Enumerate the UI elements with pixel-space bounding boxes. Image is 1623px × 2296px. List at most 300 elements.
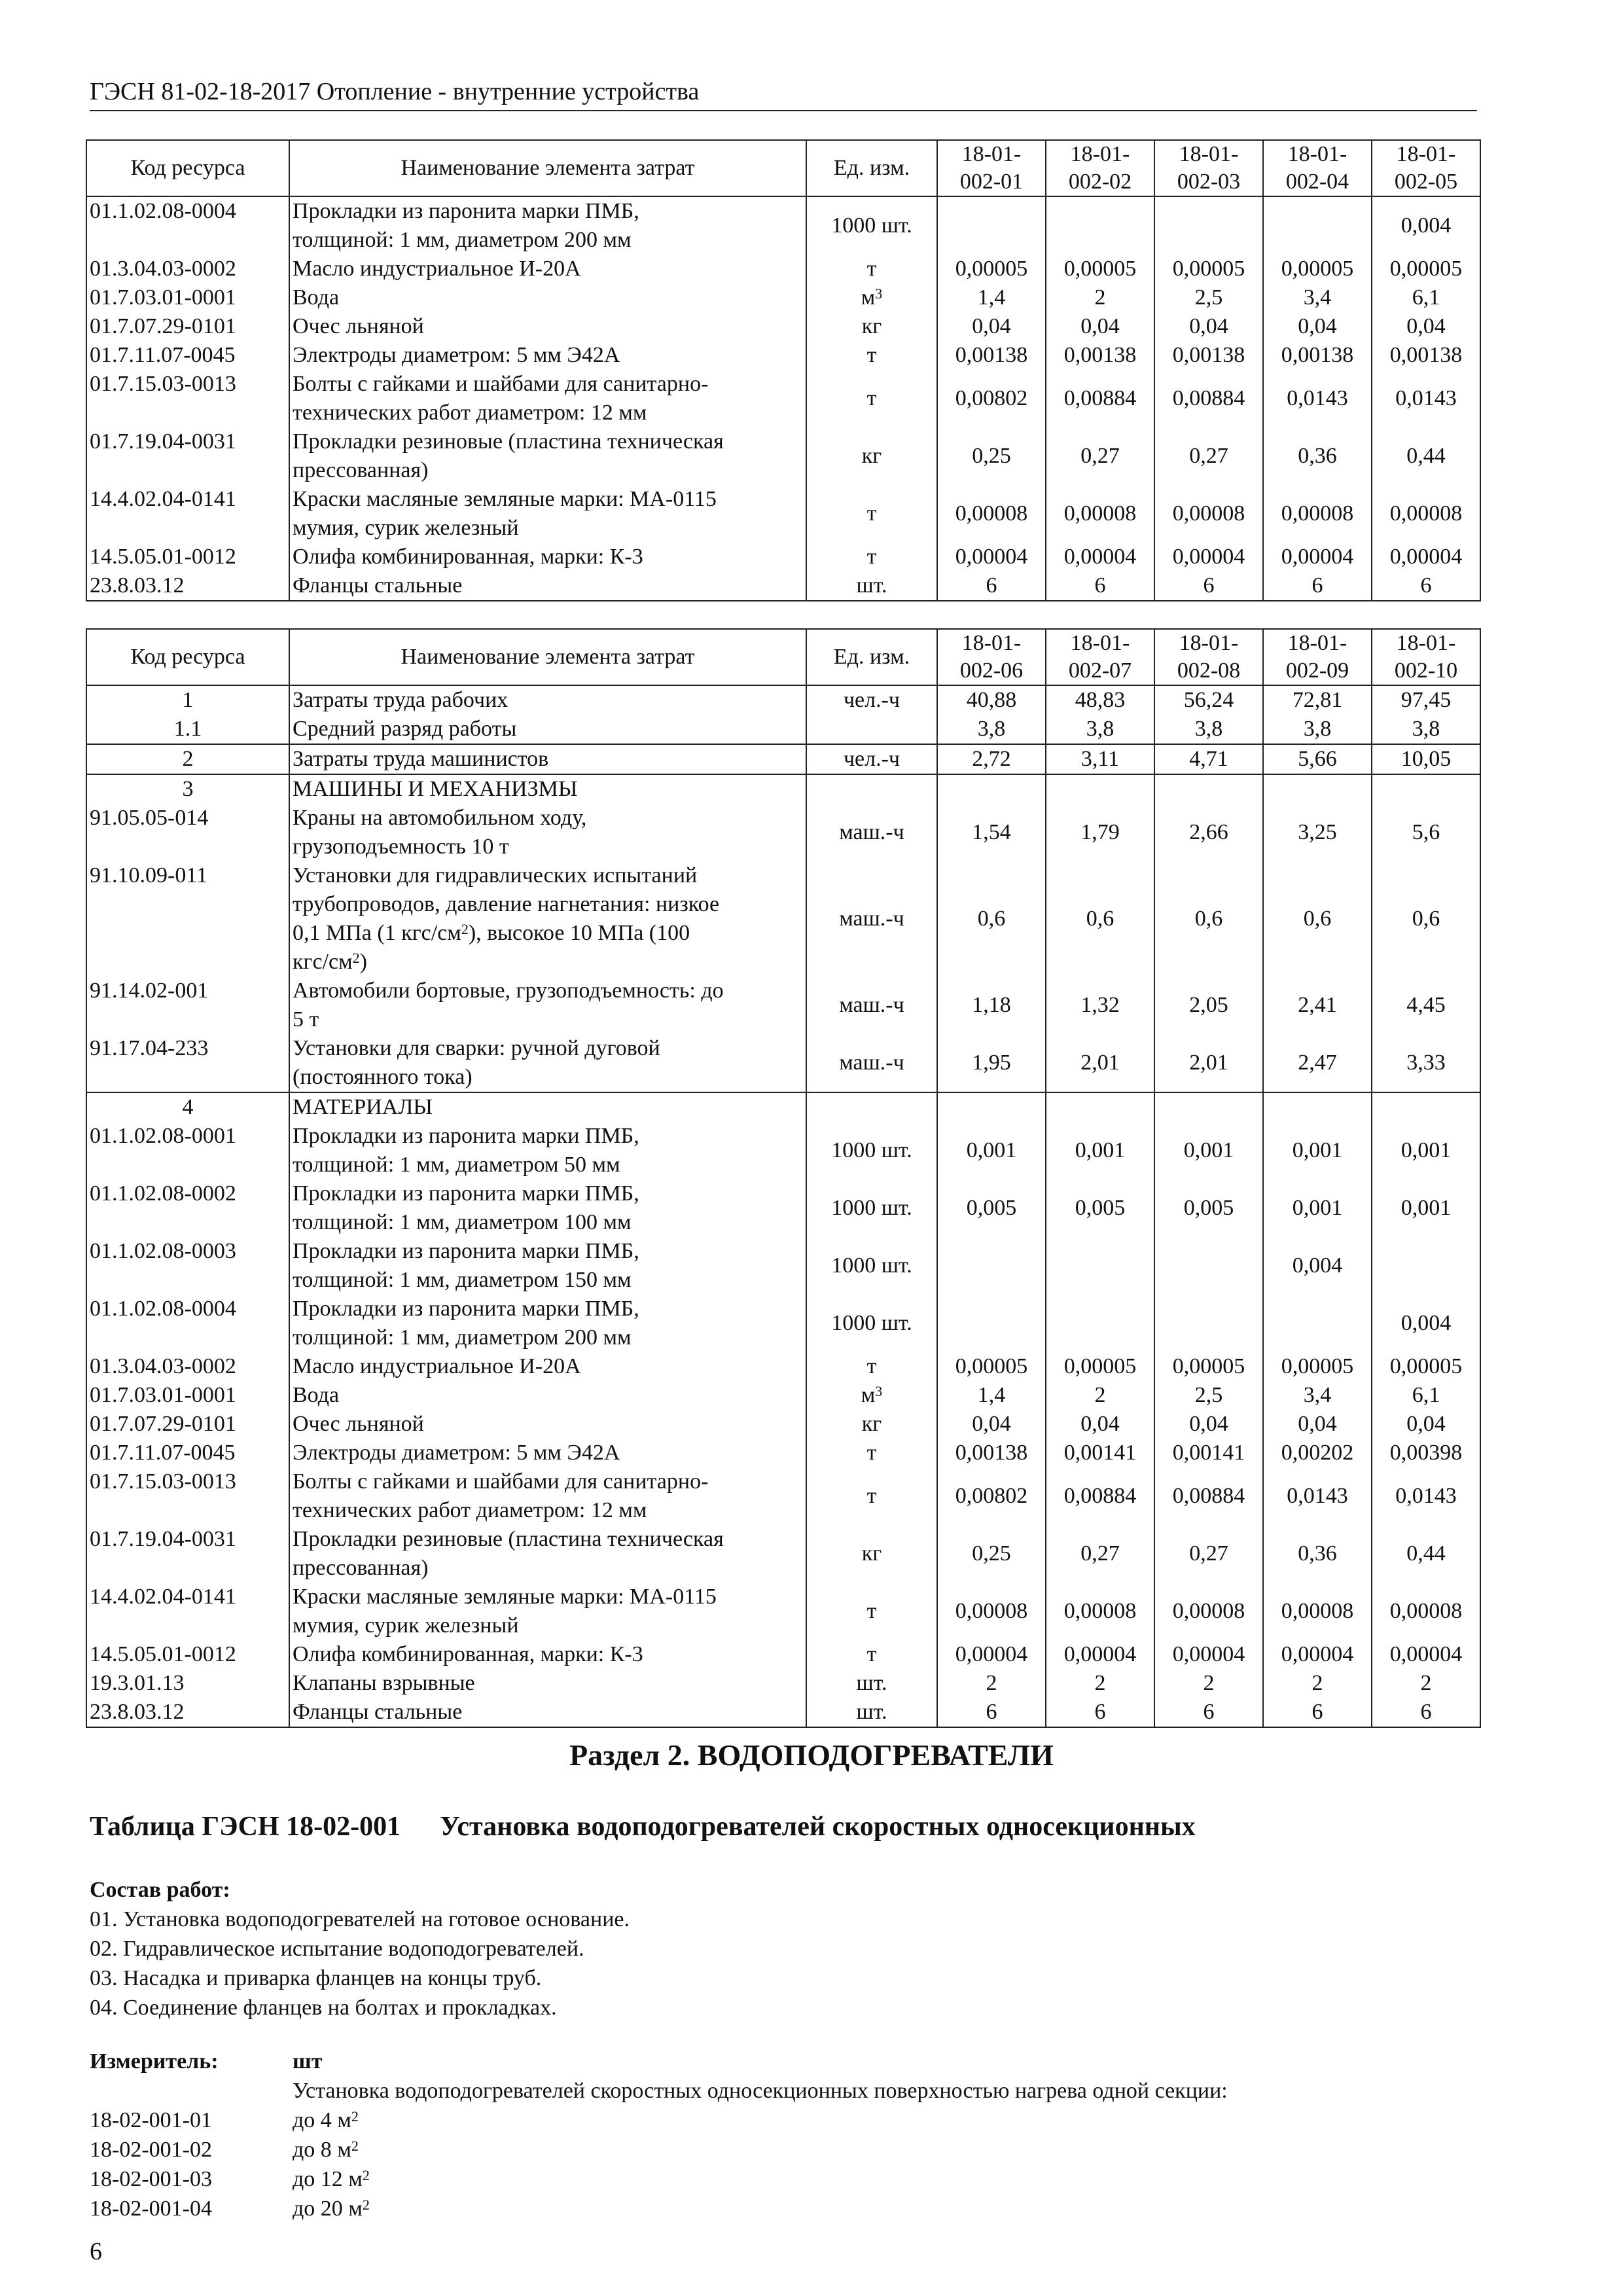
resource-value: [1046, 1295, 1154, 1352]
resource-table-2: [86, 628, 1481, 1728]
resource-value: 2: [1046, 1669, 1154, 1698]
table-row: [86, 1381, 1480, 1410]
resource-name: Прокладки резиновые (пластина техническая прессованная): [289, 1525, 806, 1583]
resource-value: 3,8: [937, 715, 1046, 744]
resource-value: 0,00008: [1046, 485, 1154, 543]
works-item: 03. Насадка и приварка фланцев на концы труб.: [90, 1966, 542, 1990]
resource-value: 4,71: [1154, 744, 1263, 774]
resource-value: 0,25: [937, 1525, 1046, 1583]
resource-value: 48,83: [1046, 685, 1154, 715]
resource-unit: [806, 774, 937, 804]
resource-value: 0,00138: [937, 341, 1046, 370]
resource-name: Электроды диаметром: 5 мм Э42А: [289, 341, 806, 370]
resource-unit: 1000 шт.: [806, 1237, 937, 1295]
resource-name: Прокладки резиновые (пластина техническая прессованная): [289, 427, 806, 485]
table-row: [86, 804, 1480, 861]
resource-value: 0,00008: [1154, 1583, 1263, 1640]
resource-name: Установки для гидравлических испытаний трубопроводов, давление нагнетания: низкое 0,1 МПа (1 кгс/$см^2$), высокое 10 МПа (100 кгс/$см^2$): [289, 861, 806, 977]
resource-value: [1372, 774, 1480, 804]
resource-unit: кг: [806, 1410, 937, 1439]
resource-value: 0,27: [1154, 1525, 1263, 1583]
resource-value: [1154, 1295, 1263, 1352]
measure-unit: шт: [293, 2049, 323, 2073]
resource-value: [1046, 1237, 1154, 1295]
resource-value: 0,00008: [1046, 1583, 1154, 1640]
resource-value: 0,00008: [1372, 485, 1480, 543]
resource-code: 01.7.07.29-0101: [86, 1410, 289, 1439]
resource-value: 0,00138: [1154, 341, 1263, 370]
resource-value: 0,00004: [1372, 1640, 1480, 1669]
table-row: [86, 571, 1480, 601]
header-col-3: 18-01- 002-08: [1154, 629, 1263, 685]
table-row: [86, 1122, 1480, 1179]
resource-unit: маш.-ч: [806, 1034, 937, 1092]
table-row: [86, 1525, 1480, 1583]
table-row: [86, 1237, 1480, 1295]
resource-value: 3,4: [1263, 283, 1372, 312]
resource-value: 2,01: [1154, 1034, 1263, 1092]
resource-value: 0,001: [1372, 1122, 1480, 1179]
resource-value: 6,1: [1372, 283, 1480, 312]
resource-value: [937, 196, 1046, 255]
resource-value: 2,5: [1154, 1381, 1263, 1410]
resource-value: 0,00004: [1154, 543, 1263, 571]
resource-value: 0,0143: [1372, 1467, 1480, 1525]
resource-code: 19.3.01.13: [86, 1669, 289, 1698]
resource-code: 23.8.03.12: [86, 1698, 289, 1727]
resource-value: 0,00008: [1263, 485, 1372, 543]
resource-name: Фланцы стальные: [289, 1698, 806, 1727]
resource-value: 2,72: [937, 744, 1046, 774]
resource-unit: [806, 1092, 937, 1122]
resource-code: 01.1.02.08-0001: [86, 1122, 289, 1179]
header-col-4: 18-01- 002-09: [1263, 629, 1372, 685]
resource-code: 01.3.04.03-0002: [86, 255, 289, 283]
table-header-row: [86, 629, 1480, 685]
resource-unit: шт.: [806, 1698, 937, 1727]
resource-value: 0,005: [1046, 1179, 1154, 1237]
resource-value: 0,00138: [1263, 341, 1372, 370]
header-col-3: 18-01- 002-03: [1154, 140, 1263, 196]
resource-unit: 1000 шт.: [806, 196, 937, 255]
resource-value: 40,88: [937, 685, 1046, 715]
resource-value: 4,45: [1372, 977, 1480, 1034]
resource-value: 0,004: [1372, 196, 1480, 255]
resource-value: 0,00802: [937, 1467, 1046, 1525]
resource-unit: кг: [806, 1525, 937, 1583]
page-number: 6: [90, 2238, 102, 2265]
resource-value: 3,8: [1263, 715, 1372, 744]
resource-value: [1372, 1092, 1480, 1122]
table-row: [86, 1092, 1480, 1122]
resource-name: МАТЕРИАЛЫ: [289, 1092, 806, 1122]
resource-value: 0,004: [1372, 1295, 1480, 1352]
resource-value: 2,41: [1263, 977, 1372, 1034]
works-item: 01. Установка водоподогревателей на готовое основание.: [90, 1907, 630, 1931]
resource-value: 6: [1046, 1698, 1154, 1727]
resource-unit: шт.: [806, 571, 937, 601]
resource-value: [1154, 196, 1263, 255]
resource-name: Затраты труда рабочих: [289, 685, 806, 715]
table-row: [86, 1583, 1480, 1640]
resource-code: 14.5.05.01-0012: [86, 1640, 289, 1669]
resource-value: [937, 1092, 1046, 1122]
resource-value: 0,00004: [1372, 543, 1480, 571]
resource-value: 3,8: [1046, 715, 1154, 744]
measure-item: [90, 2194, 1228, 2223]
resource-value: 5,6: [1372, 804, 1480, 861]
resource-value: 2: [937, 1669, 1046, 1698]
resource-value: 6: [1263, 571, 1372, 601]
resource-unit: кг: [806, 427, 937, 485]
measure-item-text: до 12 $м^2$: [293, 2167, 370, 2191]
resource-unit: $м^3$: [806, 1381, 937, 1410]
measure-item: [90, 2135, 1228, 2164]
resource-name: Прокладки из паронита марки ПМБ, толщиной: 1 мм, диаметром 200 мм: [289, 196, 806, 255]
resource-unit: 1000 шт.: [806, 1179, 937, 1237]
header-name: Наименование элемента затрат: [289, 140, 806, 196]
resource-value: 2: [1154, 1669, 1263, 1698]
resource-value: 2,01: [1046, 1034, 1154, 1092]
resource-value: 0,27: [1154, 427, 1263, 485]
resource-value: [1263, 196, 1372, 255]
resource-value: 0,04: [1046, 312, 1154, 341]
resource-code: 01.7.07.29-0101: [86, 312, 289, 341]
resource-value: 0,00005: [1372, 1352, 1480, 1381]
resource-unit: т: [806, 1467, 937, 1525]
resource-value: 0,001: [937, 1122, 1046, 1179]
resource-value: [1263, 1092, 1372, 1122]
resource-unit: т: [806, 1439, 937, 1467]
resource-name: Очес льняной: [289, 312, 806, 341]
resource-value: 0,00141: [1046, 1439, 1154, 1467]
resource-value: 0,00005: [1263, 1352, 1372, 1381]
resource-table-1: [86, 139, 1481, 601]
resource-code: 91.10.09-011: [86, 861, 289, 977]
resource-name: Масло индустриальное И-20А: [289, 1352, 806, 1381]
works-item: 04. Соединение фланцев на болтах и прокладках.: [90, 1996, 557, 2020]
resource-value: 0,6: [1154, 861, 1263, 977]
measure-item-code: 18-02-001-03: [90, 2167, 212, 2191]
resource-value: 6,1: [1372, 1381, 1480, 1410]
resource-value: 6: [1263, 1698, 1372, 1727]
resource-name: Масло индустриальное И-20А: [289, 255, 806, 283]
header-col-4: 18-01- 002-04: [1263, 140, 1372, 196]
resource-name: Фланцы стальные: [289, 571, 806, 601]
resource-name: Олифа комбинированная, марки: К-3: [289, 543, 806, 571]
table-row: [86, 744, 1480, 774]
resource-value: 0,00138: [1046, 341, 1154, 370]
measure-item-code: 18-02-001-02: [90, 2138, 212, 2162]
resource-code: 01.7.03.01-0001: [86, 1381, 289, 1410]
resource-code: 3: [86, 774, 289, 804]
resource-value: 2: [1263, 1669, 1372, 1698]
resource-value: 1,95: [937, 1034, 1046, 1092]
resource-value: 0,001: [1263, 1122, 1372, 1179]
resource-value: 6: [1046, 571, 1154, 601]
measure-description: Установка водоподогревателей скоростных односекционных поверхностью нагрева одной секции:: [293, 2079, 1228, 2103]
resource-value: [937, 774, 1046, 804]
resource-value: 0,04: [1046, 1410, 1154, 1439]
resource-code: 4: [86, 1092, 289, 1122]
resource-value: 0,36: [1263, 1525, 1372, 1583]
table-row: [86, 341, 1480, 370]
works-item: 02. Гидравлическое испытание водоподогревателей.: [90, 1937, 584, 1961]
resource-value: [1046, 774, 1154, 804]
resource-value: 2,47: [1263, 1034, 1372, 1092]
resource-unit: т: [806, 1583, 937, 1640]
resource-name: Прокладки из паронита марки ПМБ, толщиной: 1 мм, диаметром 50 мм: [289, 1122, 806, 1179]
resource-code: 01.7.15.03-0013: [86, 1467, 289, 1525]
resource-name: Прокладки из паронита марки ПМБ, толщиной: 1 мм, диаметром 200 мм: [289, 1295, 806, 1352]
table-row: [86, 861, 1480, 977]
measure-item-text: до 4 $м^2$: [293, 2108, 359, 2132]
resource-value: 2: [1046, 283, 1154, 312]
resource-value: 0,36: [1263, 427, 1372, 485]
table-row: [86, 370, 1480, 427]
header-col-5: 18-01- 002-05: [1372, 140, 1480, 196]
resource-value: 0,00884: [1046, 370, 1154, 427]
table-title-code: Таблица ГЭСН 18-02-001: [90, 1812, 401, 1842]
resource-value: 0,001: [1372, 1179, 1480, 1237]
resource-value: 6: [937, 1698, 1046, 1727]
resource-code: 1.1: [86, 715, 289, 744]
table-row: [86, 255, 1480, 283]
table-header-row: [86, 140, 1480, 196]
resource-value: 3,8: [1372, 715, 1480, 744]
resource-value: 0,00004: [1046, 1640, 1154, 1669]
resource-unit: т: [806, 1640, 937, 1669]
resource-name: Вода: [289, 283, 806, 312]
resource-value: 0,005: [1154, 1179, 1263, 1237]
resource-value: 0,04: [1263, 312, 1372, 341]
resource-name: Краски масляные земляные марки: МА-0115 мумия, сурик железный: [289, 1583, 806, 1640]
measure-item-code: 18-02-001-04: [90, 2197, 212, 2221]
resource-value: 1,54: [937, 804, 1046, 861]
resource-value: 0,00004: [937, 543, 1046, 571]
resource-value: [1263, 774, 1372, 804]
table-row: [86, 685, 1480, 715]
resource-unit: [806, 715, 937, 744]
resource-name: Электроды диаметром: 5 мм Э42А: [289, 1439, 806, 1467]
resource-value: 0,001: [1263, 1179, 1372, 1237]
resource-value: 0,00141: [1154, 1439, 1263, 1467]
table-row: [86, 196, 1480, 255]
resource-code: 01.7.03.01-0001: [86, 283, 289, 312]
resource-value: [937, 1237, 1046, 1295]
resource-name: Затраты труда машинистов: [289, 744, 806, 774]
resource-value: 0,00005: [1046, 1352, 1154, 1381]
resource-name: Вода: [289, 1381, 806, 1410]
page-header: ГЭСН 81-02-18-2017 Отопление - внутренние устройства: [90, 77, 1477, 111]
resource-code: 01.7.15.03-0013: [86, 370, 289, 427]
resource-name: Клапаны взрывные: [289, 1669, 806, 1698]
resource-unit: чел.-ч: [806, 744, 937, 774]
resource-name: Автомобили бортовые, грузоподъемность: до 5 т: [289, 977, 806, 1034]
resource-value: 1,79: [1046, 804, 1154, 861]
resource-value: 0,6: [937, 861, 1046, 977]
resource-value: 10,05: [1372, 744, 1480, 774]
resource-value: 0,0143: [1372, 370, 1480, 427]
resource-value: 0,04: [1263, 1410, 1372, 1439]
resource-name: Очес льняной: [289, 1410, 806, 1439]
table-row: [86, 1295, 1480, 1352]
resource-value: 3,25: [1263, 804, 1372, 861]
resource-code: 01.7.11.07-0045: [86, 1439, 289, 1467]
measure-item-text: до 8 $м^2$: [293, 2138, 359, 2162]
resource-code: 14.5.05.01-0012: [86, 543, 289, 571]
resource-value: 3,4: [1263, 1381, 1372, 1410]
table-row: [86, 283, 1480, 312]
table-row: [86, 427, 1480, 485]
resource-value: 0,27: [1046, 1525, 1154, 1583]
resource-name: Болты с гайками и шайбами для санитарно- технических работ диаметром: 12 мм: [289, 1467, 806, 1525]
header-col-1: 18-01- 002-06: [937, 629, 1046, 685]
resource-code: 91.17.04-233: [86, 1034, 289, 1092]
resource-value: 6: [1154, 571, 1263, 601]
resource-value: 6: [937, 571, 1046, 601]
measure-item: [90, 2164, 1228, 2194]
resource-unit: 1000 шт.: [806, 1122, 937, 1179]
resource-value: 0,04: [937, 312, 1046, 341]
resource-name: Олифа комбинированная, марки: К-3: [289, 1640, 806, 1669]
resource-value: 2: [1046, 1381, 1154, 1410]
resource-value: 6: [1154, 1698, 1263, 1727]
resource-value: 0,00884: [1154, 370, 1263, 427]
resource-value: 72,81: [1263, 685, 1372, 715]
section-title: Раздел 2. ВОДОПОДОГРЕВАТЕЛИ: [569, 1738, 1054, 1772]
resource-unit: маш.-ч: [806, 977, 937, 1034]
resource-unit: маш.-ч: [806, 804, 937, 861]
resource-value: 3,11: [1046, 744, 1154, 774]
header-name: Наименование элемента затрат: [289, 629, 806, 685]
works-list: [90, 1875, 630, 2022]
resource-value: 5,66: [1263, 744, 1372, 774]
resource-unit: чел.-ч: [806, 685, 937, 715]
resource-name: Краны на автомобильном ходу, грузоподъемность 10 т: [289, 804, 806, 861]
resource-value: 56,24: [1154, 685, 1263, 715]
resource-value: 0,00008: [1154, 485, 1263, 543]
resource-unit: 1000 шт.: [806, 1295, 937, 1352]
resource-code: 01.7.19.04-0031: [86, 427, 289, 485]
resource-value: 0,00004: [1263, 543, 1372, 571]
resource-value: 0,00005: [1372, 255, 1480, 283]
header-col-5: 18-01- 002-10: [1372, 629, 1480, 685]
measure-item-text: до 20 $м^2$: [293, 2197, 370, 2221]
resource-value: 0,6: [1046, 861, 1154, 977]
header-col-1: 18-01- 002-01: [937, 140, 1046, 196]
header-code: Код ресурса: [86, 629, 289, 685]
measure-item: [90, 2106, 1228, 2135]
resource-code: 23.8.03.12: [86, 571, 289, 601]
resource-value: 0,44: [1372, 427, 1480, 485]
resource-value: [1154, 1092, 1263, 1122]
resource-value: 0,00004: [937, 1640, 1046, 1669]
resource-value: 0,00008: [1263, 1583, 1372, 1640]
resource-value: [1046, 196, 1154, 255]
resource-value: 6: [1372, 1698, 1480, 1727]
resource-code: 01.1.02.08-0003: [86, 1237, 289, 1295]
table-row: [86, 1352, 1480, 1381]
resource-value: 6: [1372, 571, 1480, 601]
resource-value: 0,00004: [1046, 543, 1154, 571]
resource-name: Средний разряд работы: [289, 715, 806, 744]
resource-value: [1154, 774, 1263, 804]
resource-value: 0,00398: [1372, 1439, 1480, 1467]
resource-unit: кг: [806, 312, 937, 341]
resource-code: 01.1.02.08-0002: [86, 1179, 289, 1237]
resource-unit: т: [806, 485, 937, 543]
resource-name: Краски масляные земляные марки: МА-0115 мумия, сурик железный: [289, 485, 806, 543]
resource-value: [1154, 1237, 1263, 1295]
resource-value: 2,05: [1154, 977, 1263, 1034]
resource-value: 0,6: [1263, 861, 1372, 977]
table-row: [86, 774, 1480, 804]
resource-value: 0,04: [1372, 312, 1480, 341]
resource-value: 0,04: [937, 1410, 1046, 1439]
resource-value: 0,0143: [1263, 1467, 1372, 1525]
resource-value: 1,18: [937, 977, 1046, 1034]
table-row: [86, 1439, 1480, 1467]
header-unit: Ед. изм.: [806, 140, 937, 196]
resource-value: 0,0143: [1263, 370, 1372, 427]
resource-unit: шт.: [806, 1669, 937, 1698]
resource-code: 91.05.05-014: [86, 804, 289, 861]
resource-code: 14.4.02.04-0141: [86, 485, 289, 543]
resource-value: [1263, 1295, 1372, 1352]
resource-code: 01.3.04.03-0002: [86, 1352, 289, 1381]
resource-value: 0,005: [937, 1179, 1046, 1237]
table-row: [86, 1640, 1480, 1669]
resource-value: [1046, 1092, 1154, 1122]
table-title: [90, 1811, 1196, 1842]
measure-label: Измеритель:: [90, 2049, 219, 2073]
table-row: [86, 1467, 1480, 1525]
header-col-2: 18-01- 002-02: [1046, 140, 1154, 196]
resource-name: Прокладки из паронита марки ПМБ, толщиной: 1 мм, диаметром 150 мм: [289, 1237, 806, 1295]
resource-code: 14.4.02.04-0141: [86, 1583, 289, 1640]
resource-value: 0,44: [1372, 1525, 1480, 1583]
resource-value: 0,25: [937, 427, 1046, 485]
resource-value: 0,00138: [1372, 341, 1480, 370]
resource-unit: $м^3$: [806, 283, 937, 312]
resource-value: 0,00005: [937, 1352, 1046, 1381]
table-row: [86, 1034, 1480, 1092]
resource-code: 91.14.02-001: [86, 977, 289, 1034]
resource-value: [937, 1295, 1046, 1352]
resource-value: 0,001: [1046, 1122, 1154, 1179]
table-row: [86, 1698, 1480, 1727]
table-row: [86, 312, 1480, 341]
table-row: [86, 1669, 1480, 1698]
table-row: [86, 485, 1480, 543]
resource-code: 1: [86, 685, 289, 715]
resource-code: 01.7.11.07-0045: [86, 341, 289, 370]
resource-value: 0,004: [1263, 1237, 1372, 1295]
resource-value: 0,00005: [937, 255, 1046, 283]
measure-block: [90, 2047, 1228, 2223]
resource-unit: т: [806, 1352, 937, 1381]
table-title-name: Установка водоподогревателей скоростных односекционных: [440, 1812, 1196, 1842]
resource-value: 0,00008: [937, 485, 1046, 543]
resource-value: 0,00004: [1154, 1640, 1263, 1669]
resource-code: 2: [86, 744, 289, 774]
resource-value: 0,00005: [1046, 255, 1154, 283]
resource-value: 3,8: [1154, 715, 1263, 744]
resource-value: 0,00008: [1372, 1583, 1480, 1640]
resource-unit: т: [806, 255, 937, 283]
resource-value: 0,27: [1046, 427, 1154, 485]
